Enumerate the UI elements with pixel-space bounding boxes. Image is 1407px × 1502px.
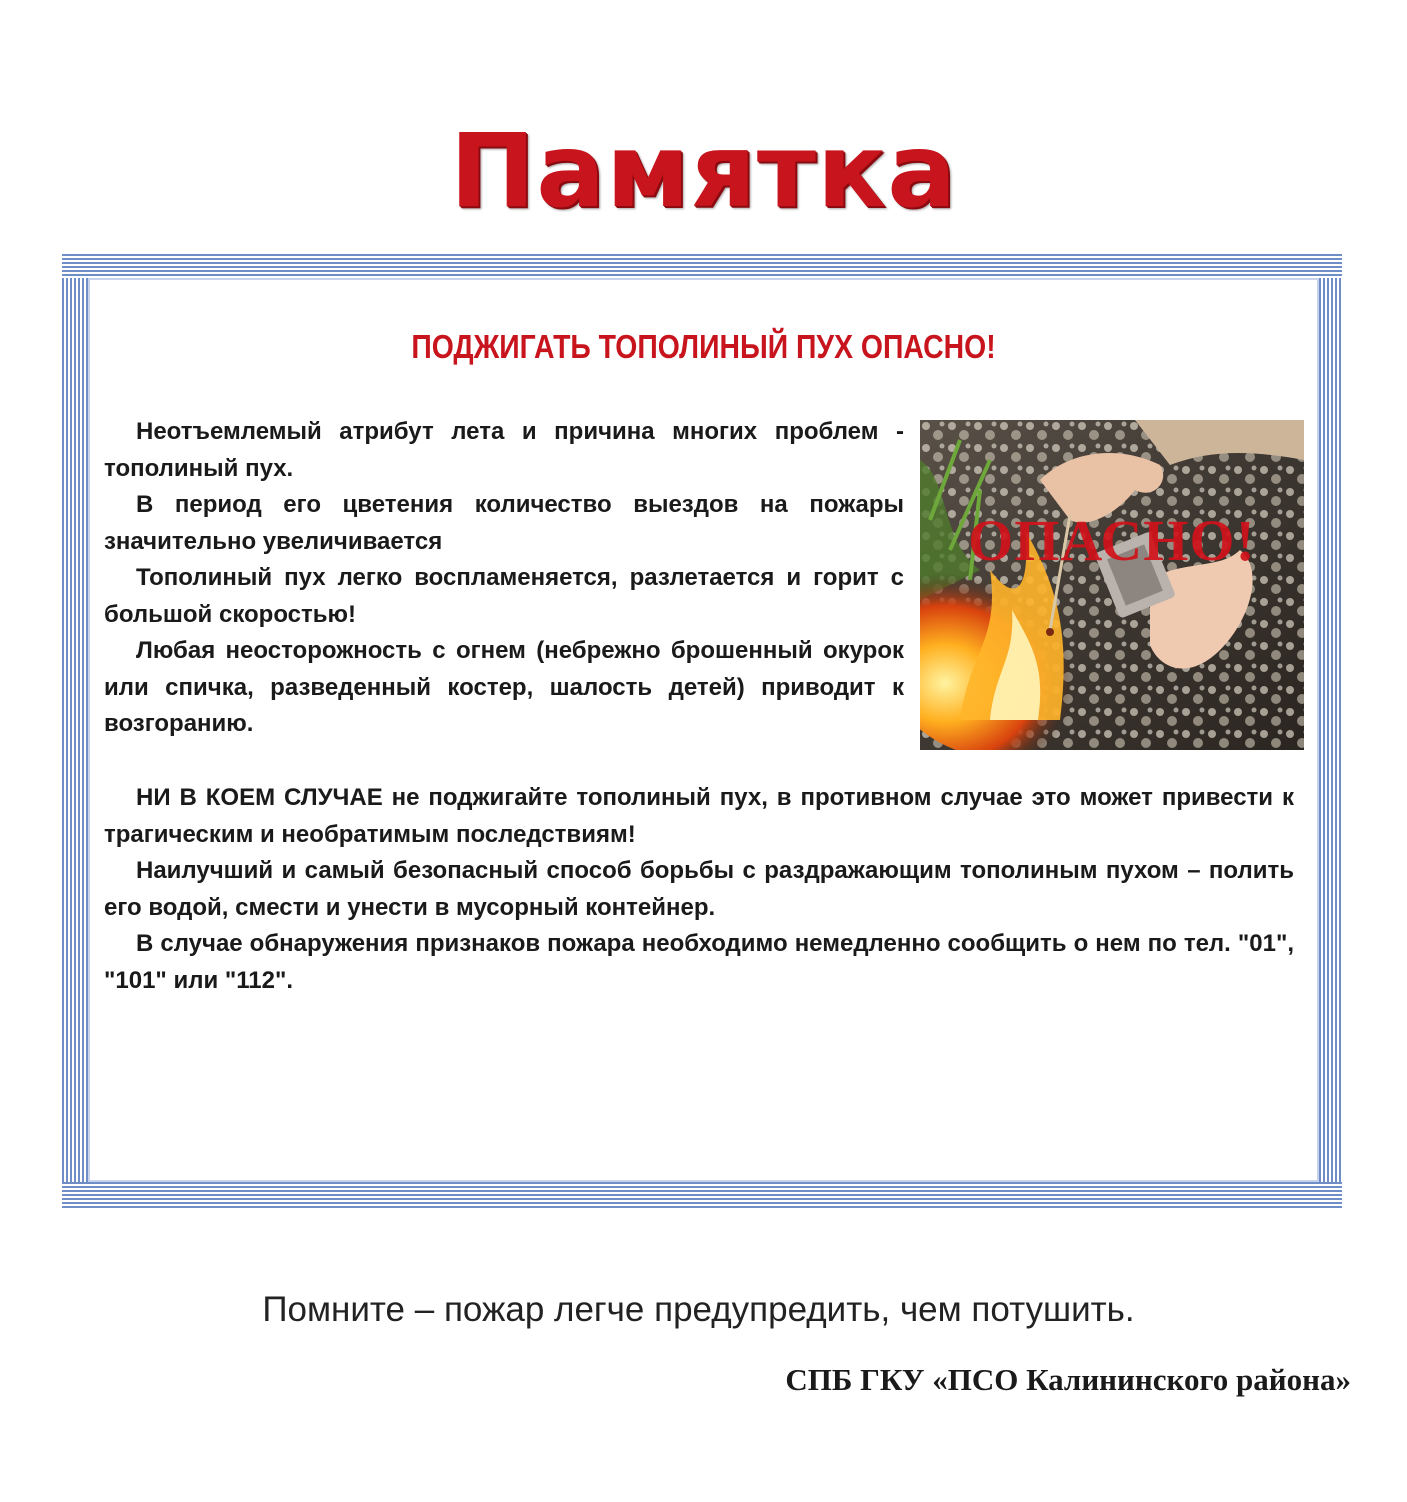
frame-right-border xyxy=(1319,278,1342,1182)
frame-bottom-border xyxy=(62,1182,1342,1210)
fire-photo xyxy=(920,420,1304,750)
paragraph: Любая неосторожность с огнем (небрежно брошенный окурок или спичка, разведенный костер, шалость детей) приводит к возгоранию. xyxy=(104,637,904,737)
paragraph: НИ В КОЕМ СЛУЧАЕ не поджигайте тополиный пух, в противном случае это может привести к трагическим и необратимым последствиям! xyxy=(104,784,1294,848)
paragraph: Тополиный пух легко воспламеняется, разлетается и горит с большой скоростью! xyxy=(104,564,904,628)
paragraph: В период его цветения количество выездов на пожары значительно увеличивается xyxy=(104,491,904,555)
organization-signature: СПБ ГКУ «ПСО Калининского района» xyxy=(785,1362,1351,1397)
reminder-line: Помните – пожар легче предупредить, чем потушить. xyxy=(262,1290,1135,1329)
paragraph: В случае обнаружения признаков пожара необходимо немедленно сообщить о нем по тел. "01", "101" или "112". xyxy=(104,930,1294,994)
fire-illustration xyxy=(920,420,1304,750)
warning-headline: ПОДЖИГАТЬ ТОПОЛИНЫЙ ПУХ ОПАСНО! xyxy=(411,328,996,365)
intro-text xyxy=(104,414,904,743)
frame-left-border xyxy=(62,278,88,1182)
danger-stamp: ОПАСНО! xyxy=(968,508,1256,573)
frame-top-border xyxy=(62,254,1342,278)
paragraph: Неотъемлемый атрибут лета и причина многих проблем - тополиный пух. xyxy=(104,418,904,482)
paragraph: Наилучший и самый безопасный способ борьбы с раздражающим тополиным пухом – полить его водой, смести и унести в мусорный контейнер. xyxy=(104,857,1294,921)
warning-text xyxy=(104,780,1294,999)
page-title: Памятка xyxy=(449,112,958,231)
